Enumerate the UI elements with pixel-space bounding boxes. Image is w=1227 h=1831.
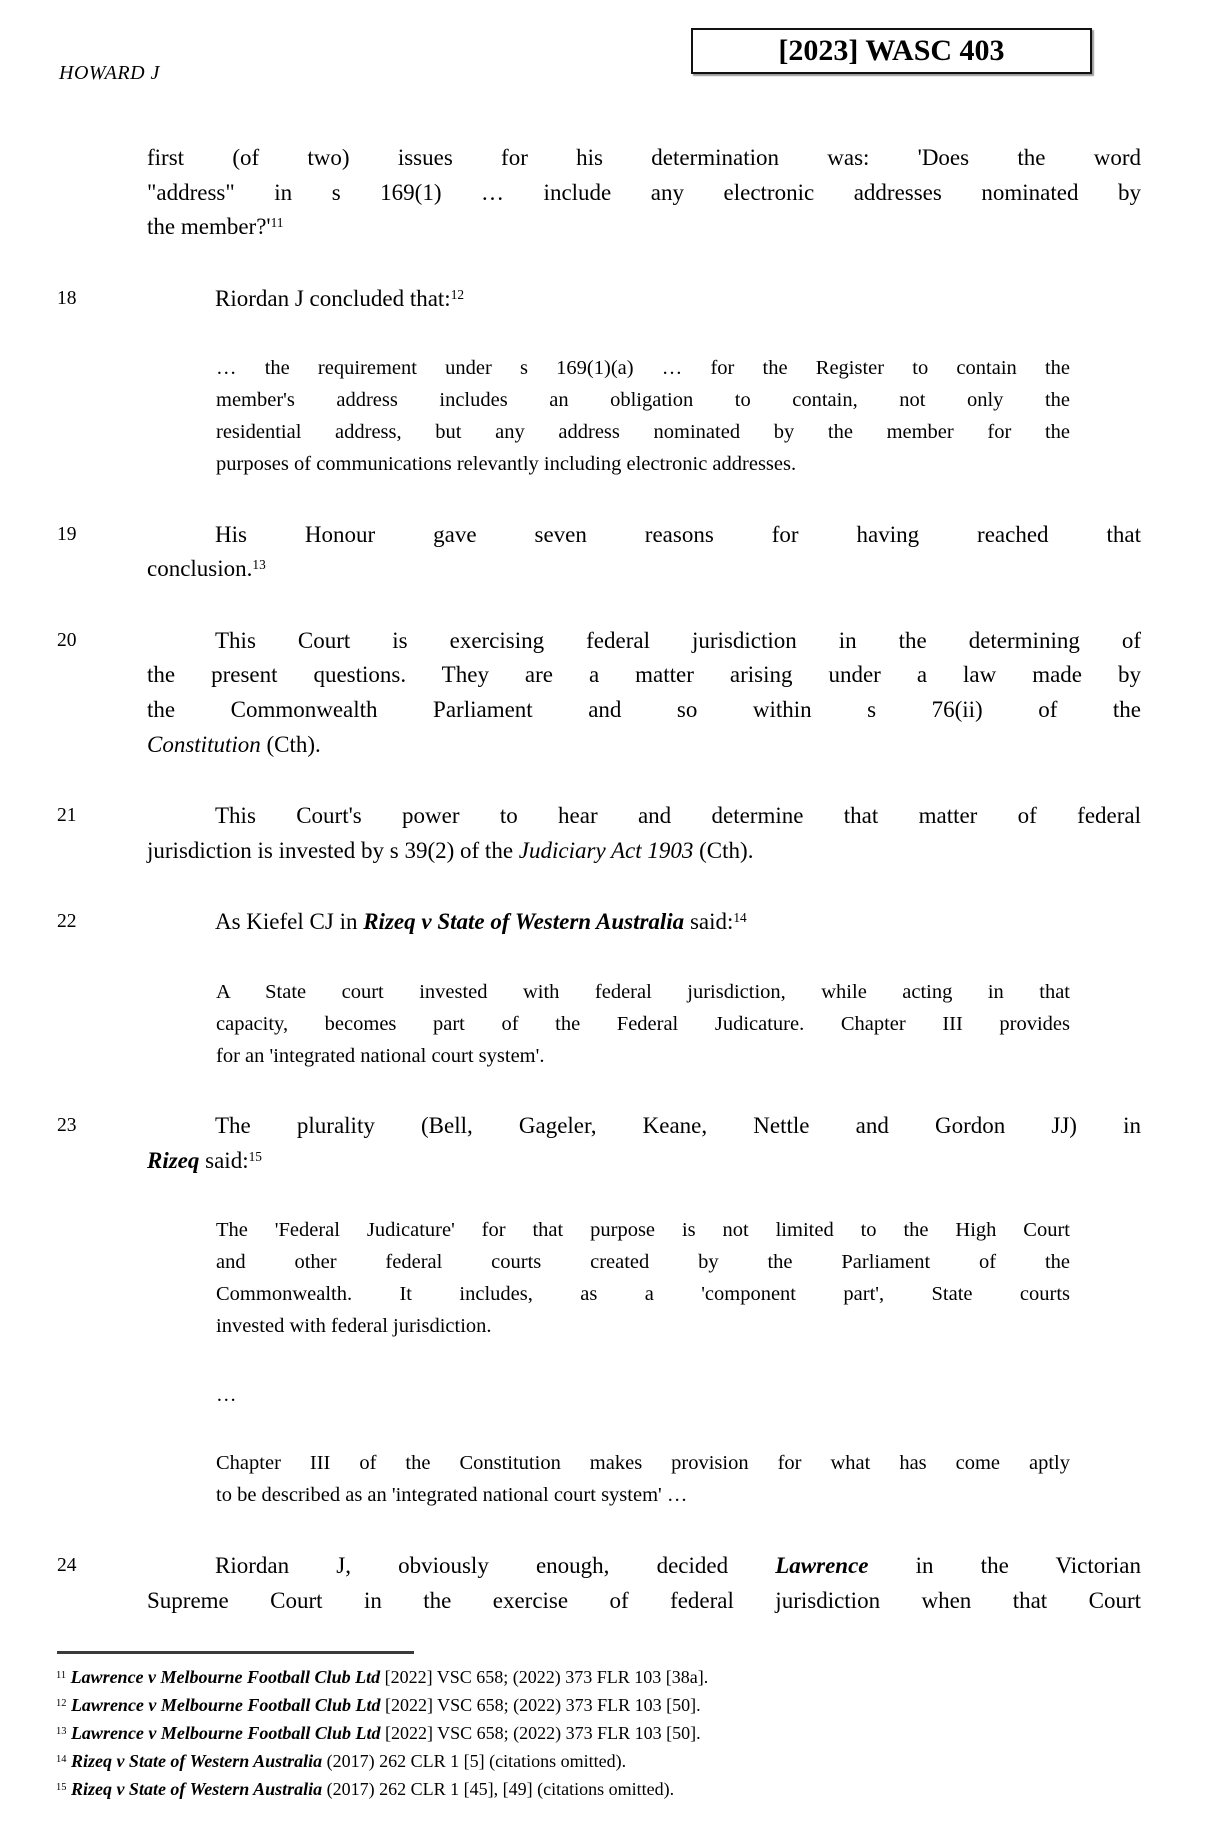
quote-block	[216, 1448, 1070, 1512]
footnote-14	[56, 1747, 1156, 1775]
text-segment: purposes of communications relevantly including electronic addresses.	[216, 452, 797, 475]
text-line	[147, 658, 1141, 693]
paragraph-number: 23	[57, 1115, 77, 1137]
text-segment: in the Victorian	[868, 1553, 1141, 1579]
paragraph-20	[57, 624, 1141, 762]
text-segment: and other federal courts created by the Parliament of the	[216, 1251, 1070, 1274]
paragraph-21	[57, 799, 1141, 868]
text-line	[147, 799, 1141, 834]
footnote-13	[56, 1719, 1156, 1747]
text-segment: [2022] VSC 658; (2022) 373 FLR 103 [38a].	[380, 1667, 709, 1687]
text-segment: [2022] VSC 658; (2022) 373 FLR 103 [50].	[380, 1695, 701, 1715]
text-line	[216, 1279, 1070, 1311]
text-segment: Lawrence v Melbourne Football Club Ltd	[70, 1667, 381, 1687]
footnote-12	[56, 1691, 1156, 1719]
text-segment: As Kiefel CJ in	[215, 909, 364, 935]
footnote-reference: 14	[733, 910, 747, 926]
text-line	[216, 1041, 1070, 1073]
text-line	[216, 1215, 1070, 1247]
text-segment: Rizeq v State of Western Australia	[70, 1779, 323, 1799]
footnote-number: 15	[56, 1781, 67, 1793]
paragraph-number: 18	[57, 287, 77, 309]
paragraph-continuation	[147, 141, 1141, 245]
text-segment: …	[216, 1383, 237, 1406]
text-line	[216, 1448, 1070, 1480]
text-segment: Lawrence v Melbourne Football Club Ltd	[70, 1723, 381, 1743]
text-line	[147, 624, 1141, 659]
footnote-11	[56, 1663, 1156, 1691]
text-segment: to be described as an 'integrated national court system' …	[216, 1484, 688, 1507]
quote-block	[216, 353, 1070, 480]
footnote-reference: 13	[252, 557, 266, 573]
footnote-reference: 11	[270, 215, 284, 231]
footnote-separator	[57, 1651, 414, 1654]
footnote-number: 12	[56, 1697, 67, 1709]
text-line	[216, 977, 1070, 1009]
text-line	[216, 1311, 1070, 1343]
text-line	[147, 141, 1141, 176]
text-segment: The 'Federal Judicature' for that purpose is not limited to the High Court	[216, 1219, 1070, 1242]
paragraph-19	[57, 518, 1141, 587]
text-segment: Judiciary Act 1903	[518, 837, 694, 863]
text-segment: A State court invested with federal jurisdiction, while acting in that	[216, 980, 1070, 1003]
text-segment: (2017) 262 CLR 1 [45], [49] (citations omitted).	[322, 1779, 675, 1799]
text-segment: This Court's power to hear and determine that matter of federal	[215, 803, 1141, 829]
footnote-number: 11	[56, 1669, 67, 1681]
text-line	[216, 353, 1070, 385]
text-line	[216, 1380, 1070, 1412]
quote-block	[216, 1215, 1070, 1342]
paragraph-number: 19	[57, 523, 77, 545]
paragraph-24	[57, 1549, 1141, 1618]
text-segment: the Commonwealth Parliament and so within s 76(ii) of the	[147, 696, 1141, 722]
judge-name: HOWARD J	[59, 62, 160, 84]
text-line	[216, 449, 1070, 481]
text-line	[216, 417, 1070, 449]
text-segment: The plurality (Bell, Gageler, Keane, Nettle and Gordon JJ) in	[215, 1113, 1141, 1139]
paragraph-number: 22	[57, 911, 77, 933]
text-segment: His Honour gave seven reasons for having reached that	[215, 521, 1141, 547]
text-segment: Rizeq v State of Western Australia	[363, 909, 685, 935]
text-line	[147, 552, 1141, 587]
text-segment: Lawrence v Melbourne Football Club Ltd	[70, 1695, 381, 1715]
paragraph-number: 21	[57, 805, 77, 827]
text-segment: Constitution	[147, 731, 261, 757]
text-line	[216, 1247, 1070, 1279]
text-line	[147, 693, 1141, 728]
text-segment: residential address, but any address nominated by the member for the	[216, 420, 1070, 443]
footnote-number: 13	[56, 1725, 67, 1737]
text-line	[147, 518, 1141, 553]
text-line	[147, 176, 1141, 211]
text-segment: for an 'integrated national court system'.	[216, 1044, 545, 1067]
text-line	[147, 834, 1141, 869]
text-segment: Rizeq	[147, 1147, 200, 1173]
footnote-reference: 15	[248, 1148, 262, 1164]
text-line	[147, 1144, 1141, 1179]
paragraph-22	[57, 905, 1141, 940]
text-segment: Commonwealth. It includes, as a 'component part', State courts	[216, 1283, 1070, 1306]
text-segment: Lawrence	[775, 1553, 869, 1579]
text-segment: (Cth).	[260, 731, 321, 757]
footnote-reference: 12	[450, 286, 465, 302]
text-segment: the present questions. They are a matter arising under a law made by	[147, 662, 1141, 688]
text-segment: (Cth).	[693, 837, 754, 863]
text-line	[216, 385, 1070, 417]
paragraph-number: 24	[57, 1555, 77, 1577]
text-line	[147, 1109, 1141, 1144]
quote-block	[216, 977, 1070, 1072]
text-segment: "address" in s 169(1) … include any electronic addresses nominated by	[147, 179, 1141, 205]
text-segment: Supreme Court in the exercise of federal jurisdiction when that Court	[147, 1587, 1141, 1613]
text-segment: (2017) 262 CLR 1 [5] (citations omitted).	[322, 1751, 627, 1771]
text-segment: jurisdiction is invested by s 39(2) of the	[147, 837, 519, 863]
citation-text: [2023] WASC 403	[778, 34, 1005, 67]
footnote-number: 14	[56, 1753, 67, 1765]
text-segment: capacity, becomes part of the Federal Judicature. Chapter III provides	[216, 1012, 1070, 1035]
text-segment: Riordan J, obviously enough, decided	[215, 1553, 776, 1579]
text-line	[147, 728, 1141, 763]
text-line	[147, 282, 1141, 317]
text-segment: Riordan J concluded that:	[215, 285, 451, 311]
text-segment: … the requirement under s 169(1)(a) … for the Register to contain the	[216, 357, 1070, 380]
text-segment: invested with federal jurisdiction.	[216, 1314, 492, 1337]
text-segment: said:	[684, 909, 734, 935]
paragraph-number: 20	[57, 629, 77, 651]
text-segment: said:	[199, 1147, 249, 1173]
text-line	[216, 1480, 1070, 1512]
text-line	[147, 210, 1141, 245]
text-line	[147, 1549, 1141, 1584]
text-segment: member's address includes an obligation to contain, not only the	[216, 389, 1070, 412]
text-line	[147, 1584, 1141, 1619]
document-body	[57, 141, 1141, 1618]
footnotes-section	[56, 1651, 1156, 1803]
text-line	[147, 905, 1141, 940]
text-segment: Rizeq v State of Western Australia	[70, 1751, 323, 1771]
text-segment: This Court is exercising federal jurisdiction in the determining of	[215, 627, 1141, 653]
text-segment: [2022] VSC 658; (2022) 373 FLR 103 [50].	[380, 1723, 701, 1743]
quote-block	[216, 1380, 1070, 1412]
footnote-15	[56, 1775, 1156, 1803]
paragraph-18	[57, 282, 1141, 317]
citation-box	[691, 28, 1092, 74]
text-segment: the member?'	[147, 214, 271, 240]
text-segment: Chapter III of the Constitution makes provision for what has come aptly	[216, 1452, 1070, 1475]
text-line	[216, 1009, 1070, 1041]
text-segment: first (of two) issues for his determination was: 'Does the word	[147, 145, 1141, 170]
paragraph-23	[57, 1109, 1141, 1178]
text-segment: conclusion.	[147, 556, 253, 582]
